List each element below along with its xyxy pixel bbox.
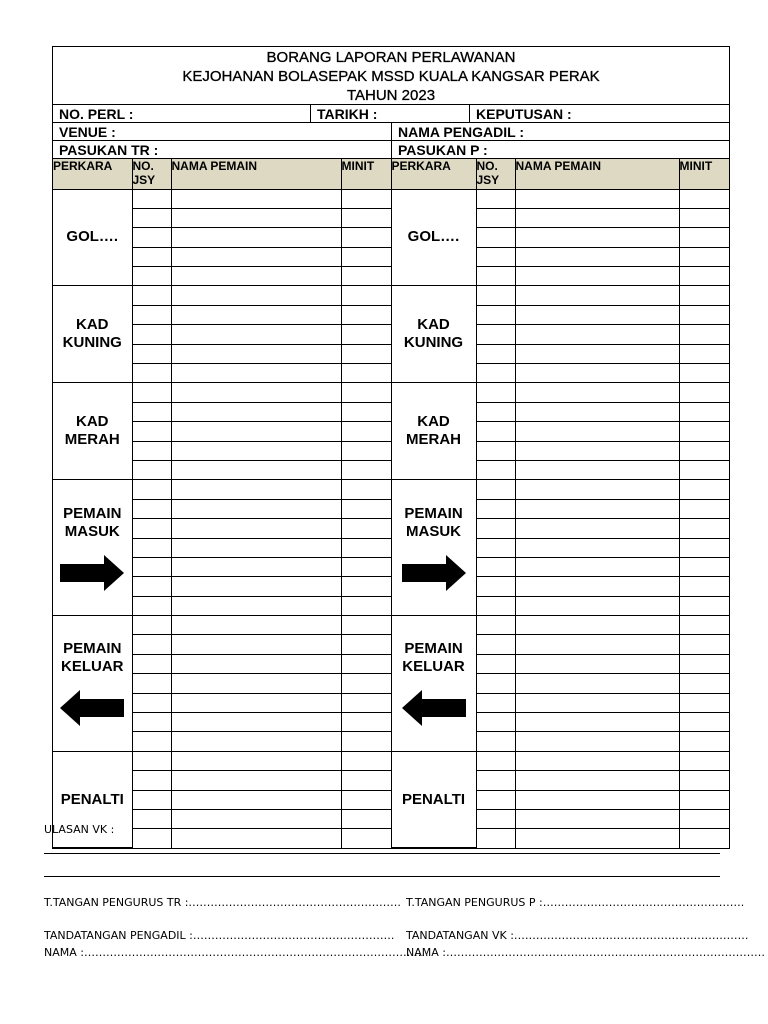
minute-cell-p[interactable] bbox=[679, 810, 729, 829]
jersey-cell-p[interactable] bbox=[476, 732, 515, 751]
minute-cell-tr[interactable] bbox=[341, 713, 391, 732]
table-row bbox=[53, 383, 729, 402]
jersey-cell-p[interactable] bbox=[476, 654, 515, 673]
title-line-3: TAHUN 2023 bbox=[346, 87, 436, 104]
minute-cell-tr[interactable] bbox=[341, 810, 391, 829]
player-name-cell-tr[interactable] bbox=[171, 480, 341, 499]
player-name-cell-p[interactable] bbox=[515, 383, 679, 402]
minute-cell-tr[interactable] bbox=[341, 674, 391, 693]
jersey-cell-tr[interactable] bbox=[132, 771, 171, 790]
player-name-cell-p[interactable] bbox=[515, 228, 679, 247]
player-name-cell-p[interactable] bbox=[515, 654, 679, 673]
minute-cell-p[interactable] bbox=[679, 693, 729, 712]
player-name-cell-tr[interactable] bbox=[171, 557, 341, 576]
category-kad-merah-p bbox=[391, 383, 476, 480]
jersey-cell-tr[interactable] bbox=[132, 616, 171, 635]
player-name-cell-p[interactable] bbox=[515, 616, 679, 635]
jersey-cell-tr[interactable] bbox=[132, 713, 171, 732]
jersey-cell-tr[interactable] bbox=[132, 383, 171, 402]
jersey-cell-p[interactable] bbox=[476, 286, 515, 305]
player-name-cell-p[interactable] bbox=[515, 364, 679, 383]
category-label: MASUK bbox=[406, 522, 461, 540]
keputusan-field[interactable]: KEPUTUSAN : bbox=[469, 105, 729, 122]
minute-cell-tr[interactable] bbox=[341, 538, 391, 557]
minute-cell-p[interactable] bbox=[679, 422, 729, 441]
nama-vk-line[interactable]: NAMA :…………………………………………………………………………… bbox=[406, 946, 765, 959]
title-line-1: BORANG LAPORAN PERLAWANAN bbox=[266, 49, 516, 66]
minute-cell-tr[interactable] bbox=[341, 208, 391, 227]
category-label: PEMAIN bbox=[404, 640, 463, 658]
player-name-cell-p[interactable] bbox=[515, 267, 679, 286]
header-no-jsy-tr bbox=[132, 159, 171, 189]
jersey-cell-tr[interactable] bbox=[132, 402, 171, 421]
player-name-cell-p[interactable] bbox=[515, 460, 679, 479]
jersey-cell-p[interactable] bbox=[476, 383, 515, 402]
jersey-cell-tr[interactable] bbox=[132, 305, 171, 324]
jersey-cell-p[interactable] bbox=[476, 325, 515, 344]
jersey-cell-tr[interactable] bbox=[132, 829, 171, 848]
minute-cell-tr[interactable] bbox=[341, 325, 391, 344]
jersey-cell-tr[interactable] bbox=[132, 247, 171, 266]
minute-cell-p[interactable] bbox=[679, 383, 729, 402]
header-nama-pemain-p: NAMA PEMAIN bbox=[515, 159, 679, 189]
jersey-cell-p[interactable] bbox=[476, 616, 515, 635]
jersey-cell-tr[interactable] bbox=[132, 499, 171, 518]
player-name-cell-tr[interactable] bbox=[171, 286, 341, 305]
minute-cell-p[interactable] bbox=[679, 441, 729, 460]
jersey-cell-tr[interactable] bbox=[132, 557, 171, 576]
jersey-cell-tr[interactable] bbox=[132, 732, 171, 751]
jersey-cell-tr[interactable] bbox=[132, 325, 171, 344]
player-name-cell-tr[interactable] bbox=[171, 228, 341, 247]
jersey-cell-p[interactable] bbox=[476, 189, 515, 208]
player-name-cell-p[interactable] bbox=[515, 674, 679, 693]
player-name-cell-tr[interactable] bbox=[171, 693, 341, 712]
player-name-cell-p[interactable] bbox=[515, 751, 679, 770]
player-name-cell-p[interactable] bbox=[515, 422, 679, 441]
pasukan-tr-field[interactable]: PASUKAN TR : bbox=[59, 142, 159, 158]
player-name-cell-tr[interactable] bbox=[171, 422, 341, 441]
jersey-cell-tr[interactable] bbox=[132, 460, 171, 479]
minute-cell-p[interactable] bbox=[679, 460, 729, 479]
minute-cell-p[interactable] bbox=[679, 829, 729, 848]
jersey-cell-tr[interactable] bbox=[132, 228, 171, 247]
jersey-cell-tr[interactable] bbox=[132, 751, 171, 770]
minute-cell-tr[interactable] bbox=[341, 480, 391, 499]
minute-cell-tr[interactable] bbox=[341, 305, 391, 324]
category-gol-tr bbox=[53, 189, 132, 286]
jersey-cell-p[interactable] bbox=[476, 674, 515, 693]
player-name-cell-tr[interactable] bbox=[171, 325, 341, 344]
jersey-cell-p[interactable] bbox=[476, 208, 515, 227]
jersey-cell-p[interactable] bbox=[476, 693, 515, 712]
jersey-cell-p[interactable] bbox=[476, 810, 515, 829]
jersey-cell-p[interactable] bbox=[476, 499, 515, 518]
minute-cell-tr[interactable] bbox=[341, 557, 391, 576]
jersey-cell-p[interactable] bbox=[476, 460, 515, 479]
player-name-cell-p[interactable] bbox=[515, 693, 679, 712]
category-kad-merah-tr bbox=[53, 383, 132, 480]
jersey-cell-p[interactable] bbox=[476, 635, 515, 654]
jersey-cell-tr[interactable] bbox=[132, 674, 171, 693]
jersey-cell-p[interactable] bbox=[476, 422, 515, 441]
minute-cell-p[interactable] bbox=[679, 751, 729, 770]
jersey-cell-tr[interactable] bbox=[132, 480, 171, 499]
nama-pengadil-line[interactable]: NAMA :…………………………………………………………………………………. bbox=[44, 946, 429, 959]
player-name-cell-tr[interactable] bbox=[171, 713, 341, 732]
jersey-cell-p[interactable] bbox=[476, 441, 515, 460]
player-name-cell-tr[interactable] bbox=[171, 247, 341, 266]
jersey-cell-p[interactable] bbox=[476, 771, 515, 790]
signature-pengurus-p[interactable]: T.TANGAN PENGURUS P :………………………………………………. bbox=[406, 896, 745, 909]
player-name-cell-tr[interactable] bbox=[171, 732, 341, 751]
jersey-cell-tr[interactable] bbox=[132, 810, 171, 829]
player-name-cell-p[interactable] bbox=[515, 596, 679, 615]
jersey-cell-p[interactable] bbox=[476, 344, 515, 363]
minute-cell-tr[interactable] bbox=[341, 751, 391, 770]
player-name-cell-p[interactable] bbox=[515, 286, 679, 305]
category-label: PEMAIN bbox=[404, 504, 463, 522]
player-name-cell-p[interactable] bbox=[515, 499, 679, 518]
player-name-cell-p[interactable] bbox=[515, 305, 679, 324]
category-pemain-masuk-p bbox=[391, 480, 476, 616]
header-minit-p: MINIT bbox=[679, 159, 729, 189]
jersey-cell-tr[interactable] bbox=[132, 693, 171, 712]
jersey-cell-p[interactable] bbox=[476, 519, 515, 538]
player-name-cell-tr[interactable] bbox=[171, 829, 341, 848]
minute-cell-p[interactable] bbox=[679, 305, 729, 324]
category-kad-kuning-p bbox=[391, 286, 476, 383]
player-name-cell-tr[interactable] bbox=[171, 654, 341, 673]
jersey-cell-p[interactable] bbox=[476, 267, 515, 286]
player-name-cell-p[interactable] bbox=[515, 325, 679, 344]
player-name-cell-tr[interactable] bbox=[171, 189, 341, 208]
table-body bbox=[53, 189, 729, 848]
header-jsy-label: JSY bbox=[476, 173, 500, 187]
jersey-cell-p[interactable] bbox=[476, 480, 515, 499]
player-name-cell-tr[interactable] bbox=[171, 751, 341, 770]
jersey-cell-tr[interactable] bbox=[132, 635, 171, 654]
category-label: KUNING bbox=[62, 334, 122, 352]
player-name-cell-tr[interactable] bbox=[171, 790, 341, 809]
report-form bbox=[52, 46, 730, 849]
header-perkara-p: PERKARA bbox=[391, 159, 476, 189]
player-name-cell-tr[interactable] bbox=[171, 519, 341, 538]
jersey-cell-p[interactable] bbox=[476, 228, 515, 247]
player-name-cell-p[interactable] bbox=[515, 810, 679, 829]
minute-cell-p[interactable] bbox=[679, 713, 729, 732]
minute-cell-tr[interactable] bbox=[341, 577, 391, 596]
nama-pengadil-field[interactable]: NAMA PENGADIL : bbox=[391, 123, 729, 140]
category-pemain-keluar-tr bbox=[53, 616, 132, 752]
minute-cell-tr[interactable] bbox=[341, 732, 391, 751]
jersey-cell-p[interactable] bbox=[476, 247, 515, 266]
minute-cell-p[interactable] bbox=[679, 577, 729, 596]
title-line-2: KEJOHANAN BOLASEPAK MSSD KUALA KANGSAR PERAK bbox=[182, 68, 600, 85]
signature-pengurus-tr[interactable]: T.TANGAN PENGURUS TR :…………………………………………………. bbox=[44, 896, 401, 909]
minute-cell-p[interactable] bbox=[679, 519, 729, 538]
minute-cell-tr[interactable] bbox=[341, 228, 391, 247]
minute-cell-tr[interactable] bbox=[341, 460, 391, 479]
pasukan-p-field[interactable]: PASUKAN P : bbox=[391, 141, 729, 158]
minute-cell-p[interactable] bbox=[679, 344, 729, 363]
minute-cell-tr[interactable] bbox=[341, 596, 391, 615]
category-label: GOL…. bbox=[66, 228, 119, 246]
category-label: KAD bbox=[417, 413, 450, 431]
minute-cell-tr[interactable] bbox=[341, 267, 391, 286]
jersey-cell-tr[interactable] bbox=[132, 189, 171, 208]
arrow-right-icon bbox=[402, 555, 466, 591]
player-name-cell-tr[interactable] bbox=[171, 674, 341, 693]
category-pemain-keluar-p bbox=[391, 616, 476, 752]
player-name-cell-p[interactable] bbox=[515, 538, 679, 557]
minute-cell-tr[interactable] bbox=[341, 635, 391, 654]
category-label: KAD bbox=[76, 413, 109, 431]
player-name-cell-p[interactable] bbox=[515, 519, 679, 538]
minute-cell-tr[interactable] bbox=[341, 519, 391, 538]
header-minit-tr: MINIT bbox=[341, 159, 391, 189]
minute-cell-p[interactable] bbox=[679, 557, 729, 576]
table-row bbox=[53, 616, 729, 635]
minute-cell-p[interactable] bbox=[679, 674, 729, 693]
category-label: PEMAIN bbox=[63, 640, 122, 658]
player-name-cell-tr[interactable] bbox=[171, 402, 341, 421]
jersey-cell-p[interactable] bbox=[476, 577, 515, 596]
jersey-cell-p[interactable] bbox=[476, 364, 515, 383]
player-name-cell-tr[interactable] bbox=[171, 577, 341, 596]
category-pemain-masuk-tr bbox=[53, 480, 132, 616]
minute-cell-tr[interactable] bbox=[341, 499, 391, 518]
minute-cell-p[interactable] bbox=[679, 654, 729, 673]
category-kad-kuning-tr bbox=[53, 286, 132, 383]
minute-cell-p[interactable] bbox=[679, 790, 729, 809]
jersey-cell-tr[interactable] bbox=[132, 286, 171, 305]
table-row bbox=[53, 189, 729, 208]
minute-cell-p[interactable] bbox=[679, 499, 729, 518]
minute-cell-p[interactable] bbox=[679, 616, 729, 635]
jersey-cell-tr[interactable] bbox=[132, 208, 171, 227]
player-name-cell-p[interactable] bbox=[515, 577, 679, 596]
category-label: MERAH bbox=[64, 431, 120, 449]
header-jsy-label: JSY bbox=[132, 173, 156, 187]
minute-cell-tr[interactable] bbox=[341, 402, 391, 421]
category-label: MASUK bbox=[64, 522, 120, 540]
category-gol-p bbox=[391, 189, 476, 286]
minute-cell-p[interactable] bbox=[679, 402, 729, 421]
player-name-cell-p[interactable] bbox=[515, 732, 679, 751]
minute-cell-tr[interactable] bbox=[341, 383, 391, 402]
minute-cell-p[interactable] bbox=[679, 228, 729, 247]
category-label: PEMAIN bbox=[63, 504, 122, 522]
player-name-cell-p[interactable] bbox=[515, 635, 679, 654]
category-label: PENALTI bbox=[401, 790, 466, 808]
player-name-cell-p[interactable] bbox=[515, 713, 679, 732]
jersey-cell-tr[interactable] bbox=[132, 577, 171, 596]
minute-cell-tr[interactable] bbox=[341, 616, 391, 635]
jersey-cell-tr[interactable] bbox=[132, 596, 171, 615]
header-no-label: NO. bbox=[476, 159, 498, 173]
jersey-cell-p[interactable] bbox=[476, 557, 515, 576]
player-name-cell-tr[interactable] bbox=[171, 596, 341, 615]
match-events-table bbox=[53, 159, 729, 848]
player-name-cell-p[interactable] bbox=[515, 189, 679, 208]
tarikh-field[interactable]: TARIKH : bbox=[310, 105, 469, 122]
player-name-cell-tr[interactable] bbox=[171, 208, 341, 227]
minute-cell-p[interactable] bbox=[679, 208, 729, 227]
signature-pengadil[interactable]: TANDATANGAN PENGADIL :………………………………………………. bbox=[44, 929, 395, 942]
player-name-cell-p[interactable] bbox=[515, 480, 679, 499]
header-nama-pemain-tr: NAMA PEMAIN bbox=[171, 159, 341, 189]
ulasan-line-1[interactable] bbox=[44, 853, 720, 854]
player-name-cell-tr[interactable] bbox=[171, 383, 341, 402]
category-label: PENALTI bbox=[60, 790, 124, 808]
jersey-cell-p[interactable] bbox=[476, 538, 515, 557]
arrow-left-icon bbox=[60, 690, 124, 726]
jersey-cell-p[interactable] bbox=[476, 402, 515, 421]
player-name-cell-p[interactable] bbox=[515, 208, 679, 227]
minute-cell-tr[interactable] bbox=[341, 829, 391, 848]
minute-cell-tr[interactable] bbox=[341, 247, 391, 266]
info-row-3 bbox=[53, 141, 729, 159]
category-label: KELUAR bbox=[61, 658, 124, 676]
minute-cell-p[interactable] bbox=[679, 247, 729, 266]
arrow-left-icon bbox=[402, 690, 466, 726]
player-name-cell-p[interactable] bbox=[515, 829, 679, 848]
category-label: KELUAR bbox=[402, 658, 465, 676]
minute-cell-p[interactable] bbox=[679, 732, 729, 751]
jersey-cell-p[interactable] bbox=[476, 790, 515, 809]
player-name-cell-p[interactable] bbox=[515, 247, 679, 266]
player-name-cell-tr[interactable] bbox=[171, 499, 341, 518]
minute-cell-tr[interactable] bbox=[341, 771, 391, 790]
ulasan-label: ULASAN VK : bbox=[44, 823, 115, 836]
player-name-cell-tr[interactable] bbox=[171, 771, 341, 790]
table-row bbox=[53, 480, 729, 499]
minute-cell-tr[interactable] bbox=[341, 422, 391, 441]
signature-vk[interactable]: TANDATANGAN VK :………………………………………………………. bbox=[406, 929, 749, 942]
minute-cell-p[interactable] bbox=[679, 267, 729, 286]
player-name-cell-p[interactable] bbox=[515, 344, 679, 363]
jersey-cell-tr[interactable] bbox=[132, 441, 171, 460]
minute-cell-p[interactable] bbox=[679, 364, 729, 383]
jersey-cell-tr[interactable] bbox=[132, 654, 171, 673]
jersey-cell-p[interactable] bbox=[476, 829, 515, 848]
minute-cell-p[interactable] bbox=[679, 286, 729, 305]
info-row-1 bbox=[53, 105, 729, 123]
player-name-cell-tr[interactable] bbox=[171, 810, 341, 829]
table-row bbox=[53, 286, 729, 305]
jersey-cell-tr[interactable] bbox=[132, 519, 171, 538]
minute-cell-p[interactable] bbox=[679, 771, 729, 790]
no-perl-field[interactable]: NO. PERL : bbox=[59, 106, 134, 122]
jersey-cell-tr[interactable] bbox=[132, 267, 171, 286]
category-label: KAD bbox=[76, 316, 109, 334]
minute-cell-p[interactable] bbox=[679, 189, 729, 208]
player-name-cell-tr[interactable] bbox=[171, 267, 341, 286]
player-name-cell-tr[interactable] bbox=[171, 305, 341, 324]
minute-cell-tr[interactable] bbox=[341, 189, 391, 208]
table-header-row bbox=[53, 159, 729, 189]
player-name-cell-tr[interactable] bbox=[171, 441, 341, 460]
jersey-cell-p[interactable] bbox=[476, 751, 515, 770]
player-name-cell-p[interactable] bbox=[515, 771, 679, 790]
player-name-cell-tr[interactable] bbox=[171, 635, 341, 654]
ulasan-line-2[interactable] bbox=[44, 876, 720, 877]
minute-cell-p[interactable] bbox=[679, 480, 729, 499]
player-name-cell-tr[interactable] bbox=[171, 538, 341, 557]
jersey-cell-tr[interactable] bbox=[132, 422, 171, 441]
minute-cell-tr[interactable] bbox=[341, 790, 391, 809]
minute-cell-tr[interactable] bbox=[341, 441, 391, 460]
jersey-cell-p[interactable] bbox=[476, 596, 515, 615]
category-label: MERAH bbox=[406, 431, 461, 449]
minute-cell-p[interactable] bbox=[679, 635, 729, 654]
category-penalti-p bbox=[391, 751, 476, 847]
jersey-cell-tr[interactable] bbox=[132, 364, 171, 383]
minute-cell-tr[interactable] bbox=[341, 286, 391, 305]
table-row bbox=[53, 751, 729, 770]
category-label: KAD bbox=[417, 316, 450, 334]
player-name-cell-p[interactable] bbox=[515, 790, 679, 809]
minute-cell-p[interactable] bbox=[679, 325, 729, 344]
player-name-cell-tr[interactable] bbox=[171, 616, 341, 635]
header-no-label: NO. bbox=[132, 159, 154, 173]
jersey-cell-p[interactable] bbox=[476, 713, 515, 732]
minute-cell-tr[interactable] bbox=[341, 693, 391, 712]
jersey-cell-tr[interactable] bbox=[132, 538, 171, 557]
jersey-cell-tr[interactable] bbox=[132, 790, 171, 809]
jersey-cell-tr[interactable] bbox=[132, 344, 171, 363]
minute-cell-tr[interactable] bbox=[341, 654, 391, 673]
category-label: KUNING bbox=[403, 334, 464, 352]
player-name-cell-p[interactable] bbox=[515, 557, 679, 576]
player-name-cell-tr[interactable] bbox=[171, 344, 341, 363]
player-name-cell-p[interactable] bbox=[515, 441, 679, 460]
form-title bbox=[53, 47, 729, 105]
header-no-jsy-p bbox=[476, 159, 515, 189]
minute-cell-tr[interactable] bbox=[341, 364, 391, 383]
minute-cell-p[interactable] bbox=[679, 538, 729, 557]
minute-cell-tr[interactable] bbox=[341, 344, 391, 363]
info-row-2 bbox=[53, 123, 729, 141]
jersey-cell-p[interactable] bbox=[476, 305, 515, 324]
category-label: GOL…. bbox=[407, 228, 460, 246]
header-perkara-tr: PERKARA bbox=[53, 159, 132, 189]
player-name-cell-tr[interactable] bbox=[171, 364, 341, 383]
arrow-right-icon bbox=[60, 555, 124, 591]
minute-cell-p[interactable] bbox=[679, 596, 729, 615]
venue-field[interactable]: VENUE : bbox=[59, 124, 116, 140]
player-name-cell-tr[interactable] bbox=[171, 460, 341, 479]
player-name-cell-p[interactable] bbox=[515, 402, 679, 421]
